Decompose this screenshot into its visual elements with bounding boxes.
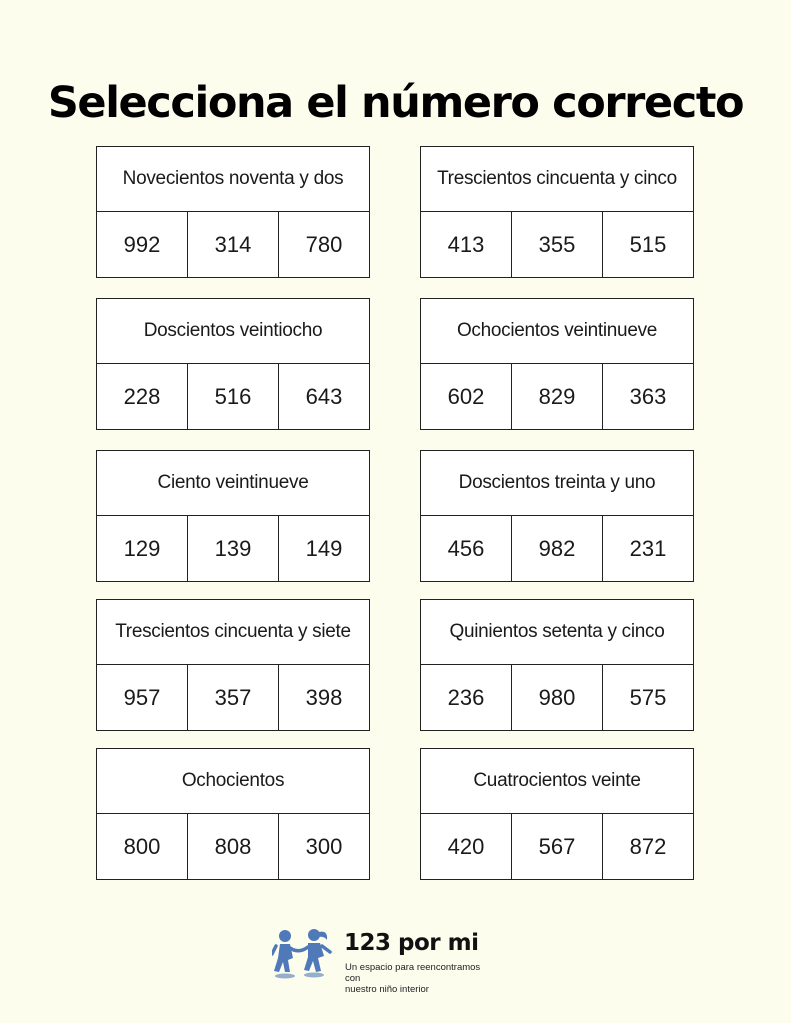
answer-option[interactable]: 355 bbox=[511, 212, 602, 277]
answer-options bbox=[421, 516, 693, 581]
answer-option[interactable]: 228 bbox=[123, 383, 161, 409]
answer-option[interactable]: 575 bbox=[602, 665, 693, 730]
answer-option[interactable]: 829 bbox=[511, 364, 602, 429]
answer-option[interactable]: 602 bbox=[447, 383, 485, 409]
answer-option[interactable]: 456 bbox=[447, 535, 485, 561]
tagline-line: nuestro niño interior bbox=[345, 984, 429, 995]
answer-options bbox=[97, 364, 369, 429]
answer-options bbox=[421, 665, 693, 730]
answer-option[interactable]: 129 bbox=[123, 535, 161, 561]
answer-options bbox=[97, 212, 369, 277]
number-words: Ciento veintinueve bbox=[97, 451, 369, 516]
answer-options bbox=[97, 814, 369, 879]
brand-logo bbox=[272, 924, 512, 995]
brand-tagline bbox=[345, 962, 495, 995]
brand-name: 123 por mi bbox=[344, 930, 479, 956]
answer-options bbox=[97, 516, 369, 581]
number-words: Ochocientos bbox=[97, 749, 369, 814]
question-card-10 bbox=[420, 748, 694, 880]
answer-option[interactable]: 567 bbox=[511, 814, 602, 879]
question-card-9 bbox=[96, 748, 370, 880]
question-card-7 bbox=[96, 599, 370, 731]
answer-option[interactable]: 398 bbox=[278, 665, 369, 730]
question-card-5 bbox=[96, 450, 370, 582]
number-words: Cuatrocientos veinte bbox=[421, 749, 693, 814]
answer-option[interactable]: 231 bbox=[602, 516, 693, 581]
answer-option[interactable]: 363 bbox=[602, 364, 693, 429]
tagline-line: Un espacio para reencontramos con bbox=[345, 962, 481, 984]
answer-option[interactable]: 420 bbox=[447, 833, 485, 859]
number-words: Doscientos veintiocho bbox=[97, 299, 369, 364]
question-card-1 bbox=[96, 146, 370, 278]
question-card-6 bbox=[420, 450, 694, 582]
answer-option[interactable]: 515 bbox=[602, 212, 693, 277]
number-words: Trescientos cincuenta y siete bbox=[97, 600, 369, 665]
answer-option[interactable]: 300 bbox=[278, 814, 369, 879]
answer-options bbox=[421, 212, 693, 277]
number-words: Trescientos cincuenta y cinco bbox=[421, 147, 693, 212]
question-card-4 bbox=[420, 298, 694, 430]
question-card-8 bbox=[420, 599, 694, 731]
answer-options bbox=[421, 364, 693, 429]
answer-option[interactable]: 314 bbox=[187, 212, 278, 277]
answer-option[interactable]: 872 bbox=[602, 814, 693, 879]
answer-option[interactable]: 982 bbox=[511, 516, 602, 581]
number-words: Quinientos setenta y cinco bbox=[421, 600, 693, 665]
question-card-2 bbox=[420, 146, 694, 278]
answer-option[interactable]: 643 bbox=[278, 364, 369, 429]
number-words: Novecientos noventa y dos bbox=[97, 147, 369, 212]
page-title: Selecciona el número correcto bbox=[47, 77, 744, 128]
kids-holding-hands-icon bbox=[272, 924, 334, 984]
answer-option[interactable]: 236 bbox=[447, 684, 485, 710]
answer-options bbox=[421, 814, 693, 879]
question-card-3 bbox=[96, 298, 370, 430]
number-words: Ochocientos veintinueve bbox=[421, 299, 693, 364]
answer-option[interactable]: 149 bbox=[278, 516, 369, 581]
answer-option[interactable]: 780 bbox=[278, 212, 369, 277]
answer-option[interactable]: 992 bbox=[123, 231, 161, 257]
answer-option[interactable]: 808 bbox=[187, 814, 278, 879]
answer-option[interactable]: 413 bbox=[447, 231, 485, 257]
answer-option[interactable]: 139 bbox=[187, 516, 278, 581]
answer-option[interactable]: 980 bbox=[511, 665, 602, 730]
answer-option[interactable]: 800 bbox=[123, 833, 161, 859]
answer-option[interactable]: 516 bbox=[187, 364, 278, 429]
answer-options bbox=[97, 665, 369, 730]
number-words: Doscientos treinta y uno bbox=[421, 451, 693, 516]
answer-option[interactable]: 957 bbox=[123, 684, 161, 710]
answer-option[interactable]: 357 bbox=[187, 665, 278, 730]
